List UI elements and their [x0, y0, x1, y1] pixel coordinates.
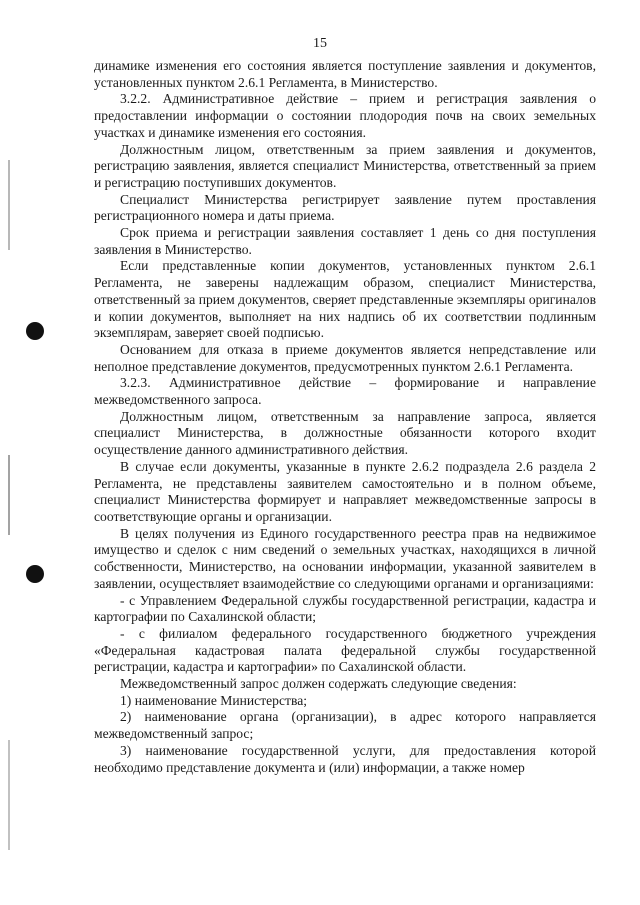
list-item: 2) наименование органа (организации), в адрес которого направляется межведомственный запрос;	[94, 709, 596, 742]
paragraph: Должностным лицом, ответственным за прием заявления и документов, регистрацию заявления, является специалист Министерства, ответственный за прием и регистрацию поступивших документов.	[94, 141, 596, 190]
punch-hole-bottom	[26, 565, 44, 583]
punch-hole-top	[26, 322, 44, 340]
section-heading-3-2-2: 3.2.2. Административное действие – прием и регистрация заявления о предоставлении информации о состоянии плодородия почв на своих земельных участках и динамике изменения его состояния.	[94, 91, 596, 140]
paragraph: Специалист Министерства регистрирует заявление путем проставления регистрационного номера и даты приема.	[94, 191, 596, 224]
margin-mark	[8, 455, 10, 535]
paragraph: Межведомственный запрос должен содержать следующие сведения:	[120, 676, 517, 692]
document-body	[94, 58, 596, 776]
paragraph: Основанием для отказа в приеме документов является непредставление или неполное представление документов, предусмотренных пунктом 2.6.1 Регламента.	[94, 341, 596, 374]
paragraph: В случае если документы, указанные в пункте 2.6.2 подраздела 2.6 раздела 2 Регламента, не представлены заявителем самостоятельно и в полном объеме, специалист Министерства формирует и направляет межведомственные запросы в соответствующие органы и организации.	[94, 458, 596, 524]
list-item: - с Управлением Федеральной службы государственной регистрации, кадастра и картографии по Сахалинской области;	[94, 592, 596, 625]
margin-mark	[8, 160, 10, 250]
section-heading-3-2-3: 3.2.3. Административное действие – формирование и направление межведомственного запроса.	[94, 375, 596, 408]
list-item: 1) наименование Министерства;	[120, 692, 308, 708]
paragraph: Если представленные копии документов, установленных пунктом 2.6.1 Регламента, не заверены надлежащим образом, специалист Министерства, ответственный за прием документов, сверяет представленные экземпляры оригиналов и копии документов, выполняет на них надпись об их соответствии подлинным экземплярам, заверяет своей подписью.	[94, 258, 596, 341]
paragraph: В целях получения из Единого государственного реестра прав на недвижимое имущество и сделок с ним сведений о земельных участках, находящихся в личной собственности, Министерство, на основании информации, указанной заявителем в заявлении, осуществляет взаимодействие со следующими органами и организациями:	[94, 525, 596, 591]
paragraph: динамике изменения его состояния является поступление заявления и документов, установленных пунктом 2.6.1 Регламента, в Министерство.	[94, 58, 596, 90]
list-item: - с филиалом федерального государственного бюджетного учреждения «Федеральная кадастровая палата федеральной службы государственной регистрации, кадастра и картографии» по Сахалинской области.	[94, 625, 596, 675]
margin-mark	[8, 740, 10, 850]
page-number: 15	[313, 36, 327, 51]
paragraph: Должностным лицом, ответственным за направление запроса, является специалист Министерства, в должностные обязанности которого входит осуществление данного административного действия.	[94, 408, 596, 458]
paragraph: Срок приема и регистрации заявления составляет 1 день со дня поступления заявления в Министерство.	[94, 225, 596, 257]
list-item: 3) наименование государственной услуги, для предоставления которой необходимо представление документа и (или) информации, а также номер	[94, 742, 596, 775]
